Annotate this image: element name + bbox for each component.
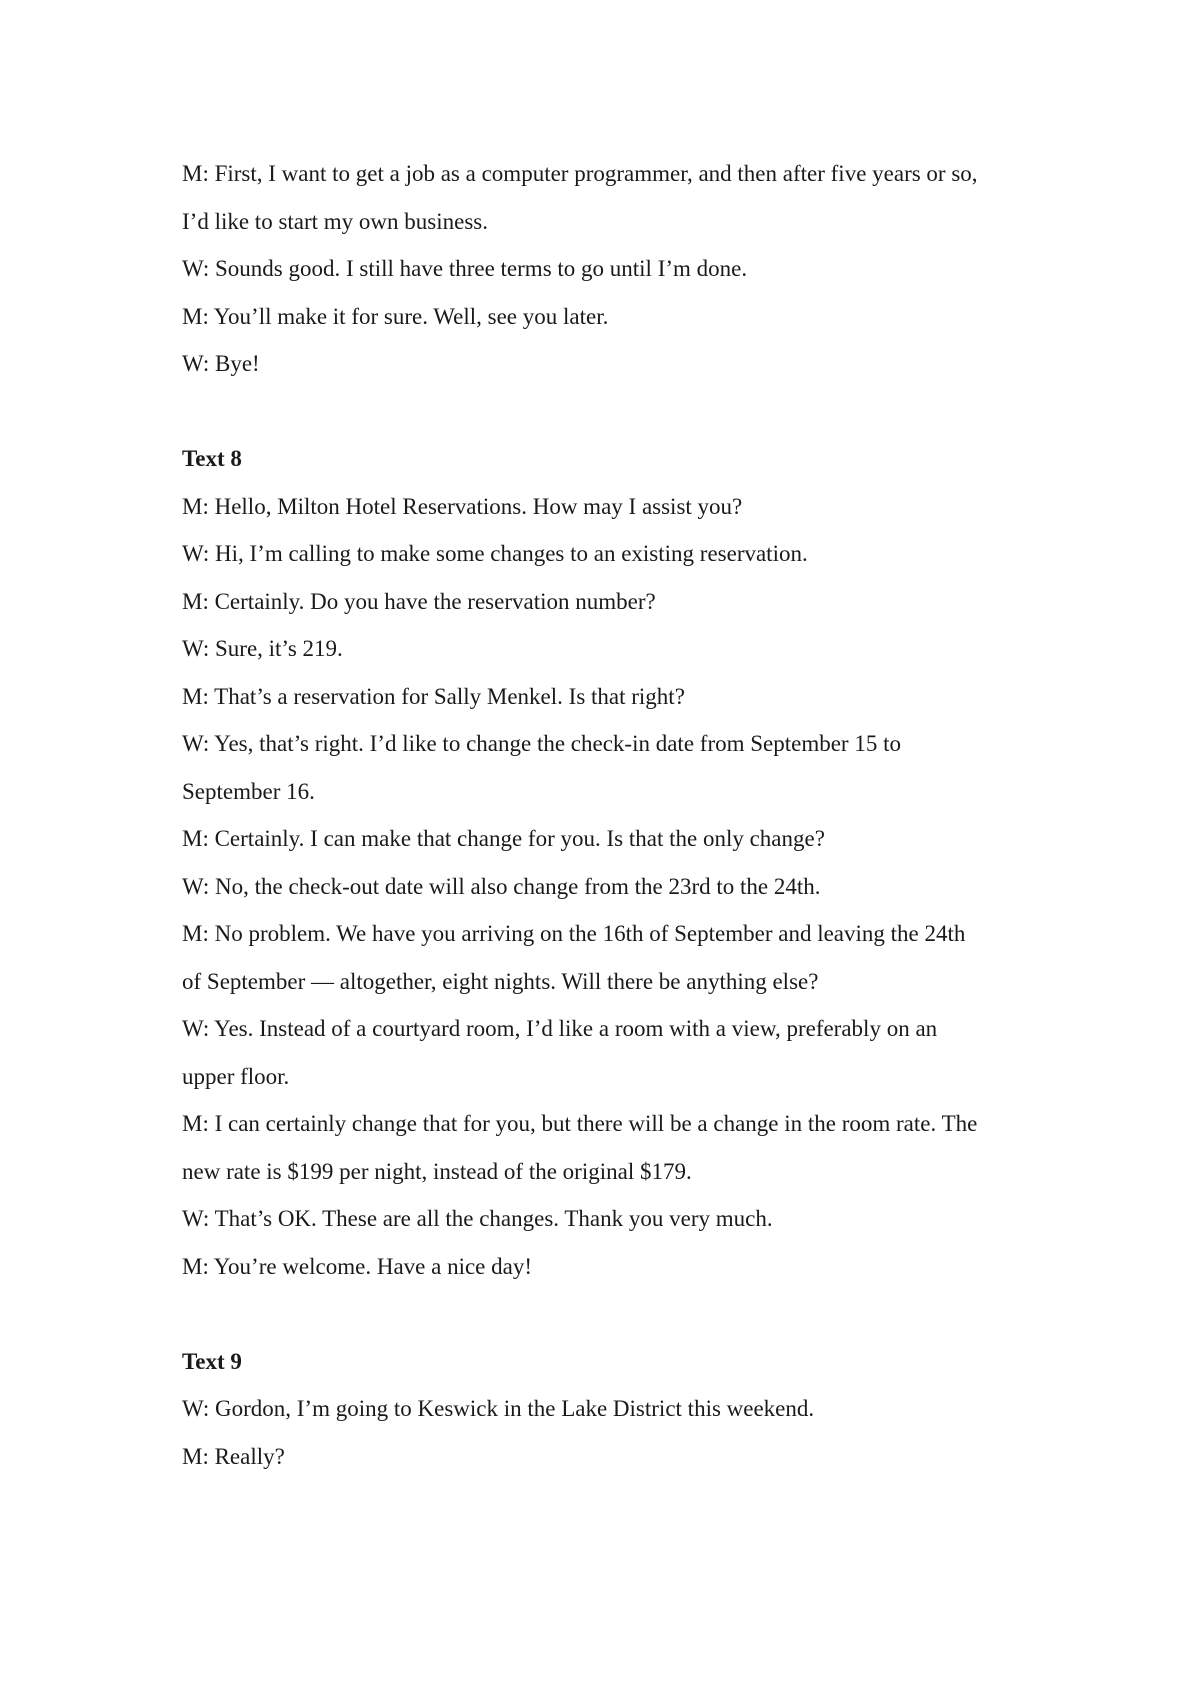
section-spacer: [182, 388, 1042, 436]
dialogue-line: September 16.: [182, 778, 315, 804]
dialogue-line: W: No, the check-out date will also change from the 23rd to the 24th.: [182, 873, 821, 899]
dialogue-line: M: You’ll make it for sure. Well, see you later.: [182, 303, 609, 329]
text-9-section: [182, 1338, 1042, 1481]
dialogue-line: M: Really?: [182, 1443, 285, 1469]
text-8-section: [182, 435, 1042, 1290]
dialogue-line: W: Yes, that’s right. I’d like to change the check-in date from September 15 to: [182, 731, 901, 756]
dialogue-line: I’d like to start my own business.: [182, 208, 488, 234]
dialogue-line: W: Hi, I’m calling to make some changes to an existing reservation.: [182, 541, 808, 566]
dialogue-line: M: You’re welcome. Have a nice day!: [182, 1253, 532, 1279]
dialogue-line: W: Bye!: [182, 351, 260, 376]
dialogue-line: M: No problem. We have you arriving on the 16th of September and leaving the 24th: [182, 921, 966, 946]
section-heading: Text 9: [182, 1348, 242, 1374]
dialogue-line: W: That’s OK. These are all the changes. Thank you very much.: [182, 1206, 773, 1231]
previous-dialogue: [182, 150, 1042, 388]
dialogue-line: new rate is $199 per night, instead of the original $179.: [182, 1158, 692, 1184]
dialogue-line: M: Certainly. Do you have the reservation number?: [182, 588, 656, 614]
dialogue-line: M: That’s a reservation for Sally Menkel. Is that right?: [182, 683, 685, 709]
dialogue-line: W: Gordon, I’m going to Keswick in the Lake District this weekend.: [182, 1396, 815, 1421]
dialogue-line: of September — altogether, eight nights. Will there be anything else?: [182, 968, 819, 994]
dialogue-line: W: Sounds good. I still have three terms to go until I’m done.: [182, 256, 748, 281]
dialogue-line: upper floor.: [182, 1063, 290, 1089]
section-spacer: [182, 1290, 1042, 1338]
dialogue-line: M: Hello, Milton Hotel Reservations. How may I assist you?: [182, 493, 743, 519]
dialogue-line: M: Certainly. I can make that change for you. Is that the only change?: [182, 826, 825, 851]
section-heading: Text 8: [182, 446, 242, 471]
dialogue-line: M: I can certainly change that for you, but there will be a change in the room rate. The: [182, 1111, 978, 1136]
dialogue-line: W: Yes. Instead of a courtyard room, I’d like a room with a view, preferably on an: [182, 1016, 938, 1041]
dialogue-line: W: Sure, it’s 219.: [182, 636, 343, 661]
dialogue-line: M: First, I want to get a job as a computer programmer, and then after five years or so,: [182, 161, 978, 186]
document-content: [182, 150, 1042, 1480]
